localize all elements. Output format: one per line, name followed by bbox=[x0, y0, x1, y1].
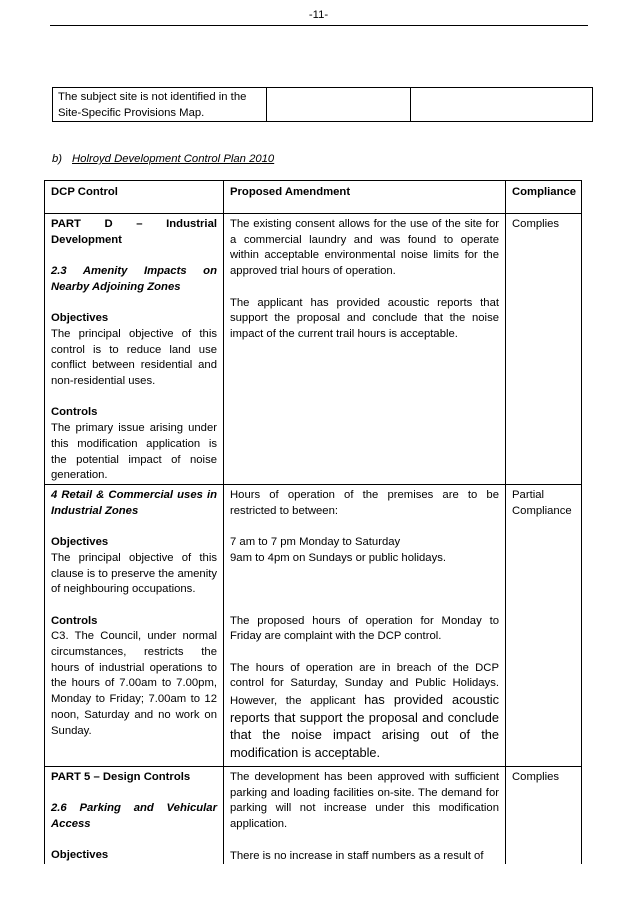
part-heading: PART 5 – Design Controls bbox=[51, 771, 191, 783]
table-row bbox=[53, 88, 593, 122]
amendment-paragraph: The proposed hours of operation for Monday to Friday are complaint with the DCP control. bbox=[230, 614, 499, 643]
compliance-cell: Partial Compliance bbox=[506, 485, 582, 767]
objectives-text: The principal objective of this control is to reduce land use conflict between residential and non-residential uses. bbox=[51, 327, 217, 387]
header-rule bbox=[50, 25, 588, 26]
site-provisions-table bbox=[52, 87, 593, 122]
table-row bbox=[45, 214, 582, 485]
clause-heading: 2.6 Parking and Vehicular Access bbox=[51, 802, 217, 831]
column-header-proposed-amendment: Proposed Amendment bbox=[224, 181, 506, 214]
empty-cell bbox=[411, 88, 593, 122]
controls-heading: Controls bbox=[51, 614, 98, 627]
amendment-paragraph: There is no increase in staff numbers as a result of bbox=[230, 849, 484, 862]
dcp-control-cell bbox=[45, 214, 224, 485]
table-row bbox=[45, 485, 582, 767]
section-title: Holroyd Development Control Plan 2010 bbox=[72, 153, 275, 165]
table-header-row bbox=[45, 181, 582, 214]
amendment-paragraph: The existing consent allows for the use of the site for a commercial laundry and was found to operate within acceptable environmental noise limits for the approved trial hours of operation. bbox=[230, 218, 499, 278]
section-heading bbox=[52, 152, 274, 168]
column-header-compliance: Compliance bbox=[506, 181, 582, 214]
page-number: -11- bbox=[308, 9, 329, 21]
amendment-intro: Hours of operation of the premises are to be restricted to between: bbox=[230, 489, 499, 517]
amendment-paragraph: The development has been approved with sufficient parking and loading facilities on-site. The demand for parking will not increase under this modification application. bbox=[230, 771, 499, 831]
controls-text: The primary issue arising under this modification application is the potential impact of noise generation. bbox=[51, 422, 217, 482]
compliance-cell: Complies bbox=[506, 214, 582, 485]
objectives-heading: Objectives bbox=[51, 312, 109, 325]
dcp-table-container bbox=[44, 180, 582, 864]
controls-text: C3. The Council, under normal circumstances, restricts the hours of industrial operations to the hours of 7.00am to 7.00pm, Monday to Friday; 7.00am to 12 noon, Saturday and no work on Sunday. bbox=[51, 630, 217, 737]
operating-hours-line: 9am to 4pm on Sundays or public holidays. bbox=[230, 551, 447, 564]
empty-cell bbox=[267, 88, 411, 122]
column-header-dcp-control: DCP Control bbox=[45, 181, 224, 214]
section-marker: b) bbox=[52, 153, 63, 165]
clause-heading: 4 Retail & Commercial uses in Industrial Zones bbox=[51, 489, 217, 517]
controls-heading: Controls bbox=[51, 406, 98, 419]
clause-heading: 2.3 Amenity Impacts on Nearby Adjoining Zones bbox=[51, 265, 217, 293]
proposed-amendment-cell bbox=[224, 485, 506, 767]
compliance-cell: Complies bbox=[506, 767, 582, 865]
table-row bbox=[45, 767, 582, 865]
objectives-heading: Objectives bbox=[51, 849, 109, 862]
proposed-amendment-cell bbox=[224, 767, 506, 865]
part-heading: PART D – Industrial Development bbox=[51, 218, 217, 246]
site-provisions-cell: The subject site is not identified in the Site-Specific Provisions Map. bbox=[53, 88, 267, 122]
amendment-paragraph: The applicant has provided acoustic reports that support the proposal and conclude that the noise impact of the current trail hours is acceptable. bbox=[230, 296, 499, 340]
proposed-amendment-cell bbox=[224, 214, 506, 485]
dcp-compliance-table bbox=[44, 180, 582, 864]
breach-paragraph bbox=[230, 661, 499, 763]
breach-text-continued: has provided acoustic reports that support the proposal and conclude that the noise impact arising out of the modification is acceptable. bbox=[230, 692, 499, 761]
objectives-text: The principal objective of this clause is to preserve the amenity of neighbouring occupations. bbox=[51, 551, 217, 596]
operating-hours-line: 7 am to 7 pm Monday to Saturday bbox=[230, 536, 401, 549]
dcp-control-cell bbox=[45, 485, 224, 767]
dcp-control-cell bbox=[45, 767, 224, 865]
objectives-heading: Objectives bbox=[51, 536, 109, 549]
breach-text: The hours of operation are in breach of the DCP control for Saturday, Sunday and Public Holidays. However, the applicant bbox=[230, 661, 499, 707]
